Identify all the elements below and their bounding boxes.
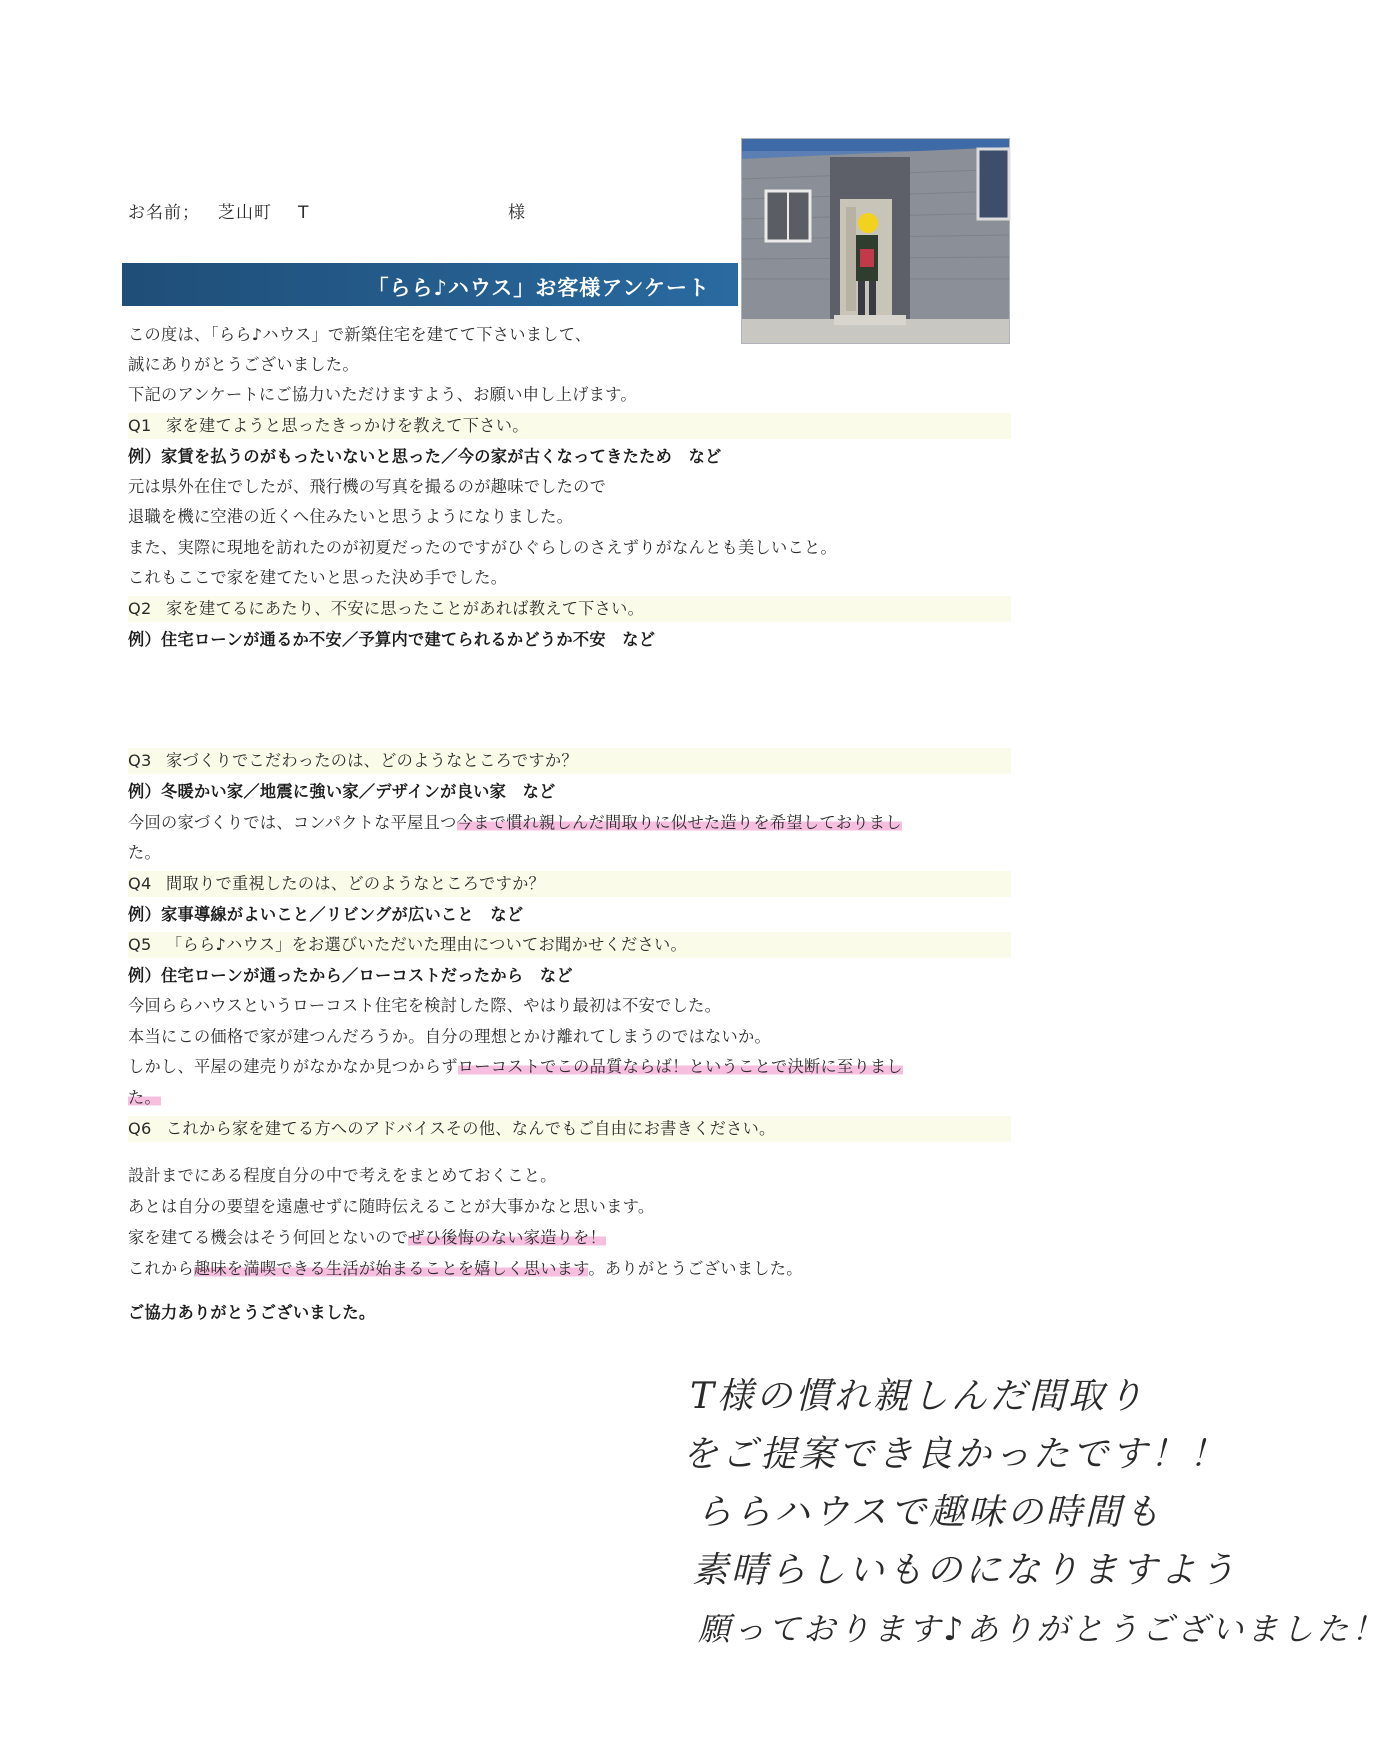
q5-question: 「らら♪ハウス」をお選びいただいた理由についてお聞かせください。 [166, 935, 687, 954]
q3-number: Q3 [128, 751, 152, 770]
q1-answer-4: これもここで家を建てたいと思った決め手でした。 [128, 568, 508, 587]
q1-question: 家を建てようと思ったきっかけを教えて下さい。 [166, 416, 529, 435]
q6-number: Q6 [128, 1119, 152, 1138]
intro-line-1: この度は、「らら♪ハウス」で新築住宅を建てて下さいまして、 [128, 325, 592, 344]
q1-question-row [128, 413, 1011, 439]
intro-line-3: 下記のアンケートにご協力いただけますよう、お願い申し上げます。 [128, 385, 637, 404]
name-label: お名前； [128, 203, 200, 223]
q6-question: これから家を建てる方へのアドバイスその他、なんでもご自由にお書きください。 [166, 1119, 776, 1138]
q6-answer-4-plain: これから [128, 1259, 194, 1278]
q5-answer-highlight: ローコストでこの品質ならば！ということで決断に至りまし [457, 1057, 903, 1076]
q5-question-row [128, 932, 1011, 958]
q5-answer-plain: しかし、平屋の建売りがなかなか見つからず [128, 1057, 458, 1076]
customer-town: 芝山町 [218, 203, 272, 223]
q1-answer-3: また、実際に現地を訪れたのが初夏だったのですがひぐらしのさえずりがなんとも美しいこと。 [128, 538, 837, 557]
survey-title: 「らら♪ハウス」お客様アンケート [367, 276, 710, 300]
survey-title-banner [122, 263, 738, 306]
q6-answer-3 [128, 1225, 606, 1251]
q5-answer-3 [128, 1054, 903, 1080]
q1-answer-2: 退職を機に空港の近くへ住みたいと思うようになりました。 [128, 507, 574, 526]
q3-answer-plain: 今回の家づくりでは、コンパクトな平屋且つ [128, 813, 457, 832]
q5-answer-4 [128, 1085, 161, 1111]
q5-answer-2: 本当にこの価格で家が建つんだろうか。自分の理想とかけ離れてしまうのではないか。 [128, 1027, 772, 1046]
q4-example: 例）家事導線がよいこと／リビングが広いこと など [128, 905, 524, 924]
closing-thanks: ご協力ありがとうございました。 [128, 1303, 376, 1322]
honorific: 様 [508, 203, 526, 223]
handwritten-line-1: T様の慣れ親しんだ間取り [690, 1376, 1147, 1417]
q6-answer-1: 設計までにある程度自分の中で考えをまとめておくこと。 [128, 1166, 557, 1185]
q4-question: 間取りで重視したのは、どのようなところですか？ [166, 874, 546, 893]
q2-question: 家を建てるにあたり、不安に思ったことがあれば教えて下さい。 [166, 599, 645, 618]
q3-question: 家づくりでこだわったのは、どのようなところですか？ [166, 751, 578, 770]
customer-initial: T [298, 203, 310, 223]
q2-number: Q2 [128, 599, 152, 618]
handwritten-line-2: をご提案でき良かったです！！ [682, 1434, 1229, 1475]
q1-example: 例）家賃を払うのがもったいないと思った／今の家が古くなってきたため など [128, 447, 722, 466]
q5-answer-1: 今回ららハウスというローコスト住宅を検討した際、やはり最初は不安でした。 [128, 996, 722, 1015]
house-photo-illustration [742, 139, 1009, 343]
q5-example: 例）住宅ローンが通ったから／ローコストだったから など [128, 966, 573, 985]
q3-question-row [128, 748, 1011, 774]
q4-question-row [128, 871, 1011, 897]
handwritten-line-3: ららハウスで趣味の時間も [696, 1492, 1163, 1533]
q4-number: Q4 [128, 874, 152, 893]
customer-name-line [128, 198, 526, 223]
handwritten-line-4: 素晴らしいものになりますよう [692, 1550, 1239, 1591]
q6-answer-4 [128, 1256, 803, 1282]
q6-answer-2: あとは自分の要望を遠慮せずに随時伝えることが大事かなと思います。 [128, 1197, 655, 1216]
q6-answer-4-tail: 。ありがとうございました。 [588, 1259, 803, 1278]
q6-question-row [128, 1116, 1011, 1142]
q2-question-row [128, 596, 1011, 622]
q3-answer-highlight: 今まで慣れ親しんだ間取りに似せた造りを希望しておりまし [456, 813, 902, 832]
q6-answer-4-highlight: 趣味を満喫できる生活が始まることを嬉しく思います [193, 1259, 589, 1278]
q2-example: 例）住宅ローンが通るか不安／予算内で建てられるかどうか不安 など [128, 630, 656, 649]
q5-number: Q5 [128, 935, 152, 954]
intro-line-2: 誠にありがとうございました。 [128, 355, 359, 374]
q3-example: 例）冬暖かい家／地震に強い家／デザインが良い家 など [128, 782, 556, 801]
house-photo [741, 138, 1010, 344]
handwritten-line-5: 願っております♪ありがとうございました！ [698, 1610, 1386, 1648]
q5-answer-highlight-tail: た。 [128, 1088, 161, 1107]
q6-answer-highlight: ぜひ後悔のない家造りを！ [408, 1228, 607, 1247]
q1-answer-1: 元は県外在住でしたが、飛行機の写真を撮るのが趣味でしたので [128, 477, 607, 496]
q3-answer-2: た。 [128, 843, 161, 862]
handwritten-staff-note [682, 1368, 1386, 1658]
q1-number: Q1 [128, 416, 152, 435]
q6-answer-plain: 家を建てる機会はそう何回とないので [128, 1228, 409, 1247]
q3-answer-1 [128, 810, 902, 836]
